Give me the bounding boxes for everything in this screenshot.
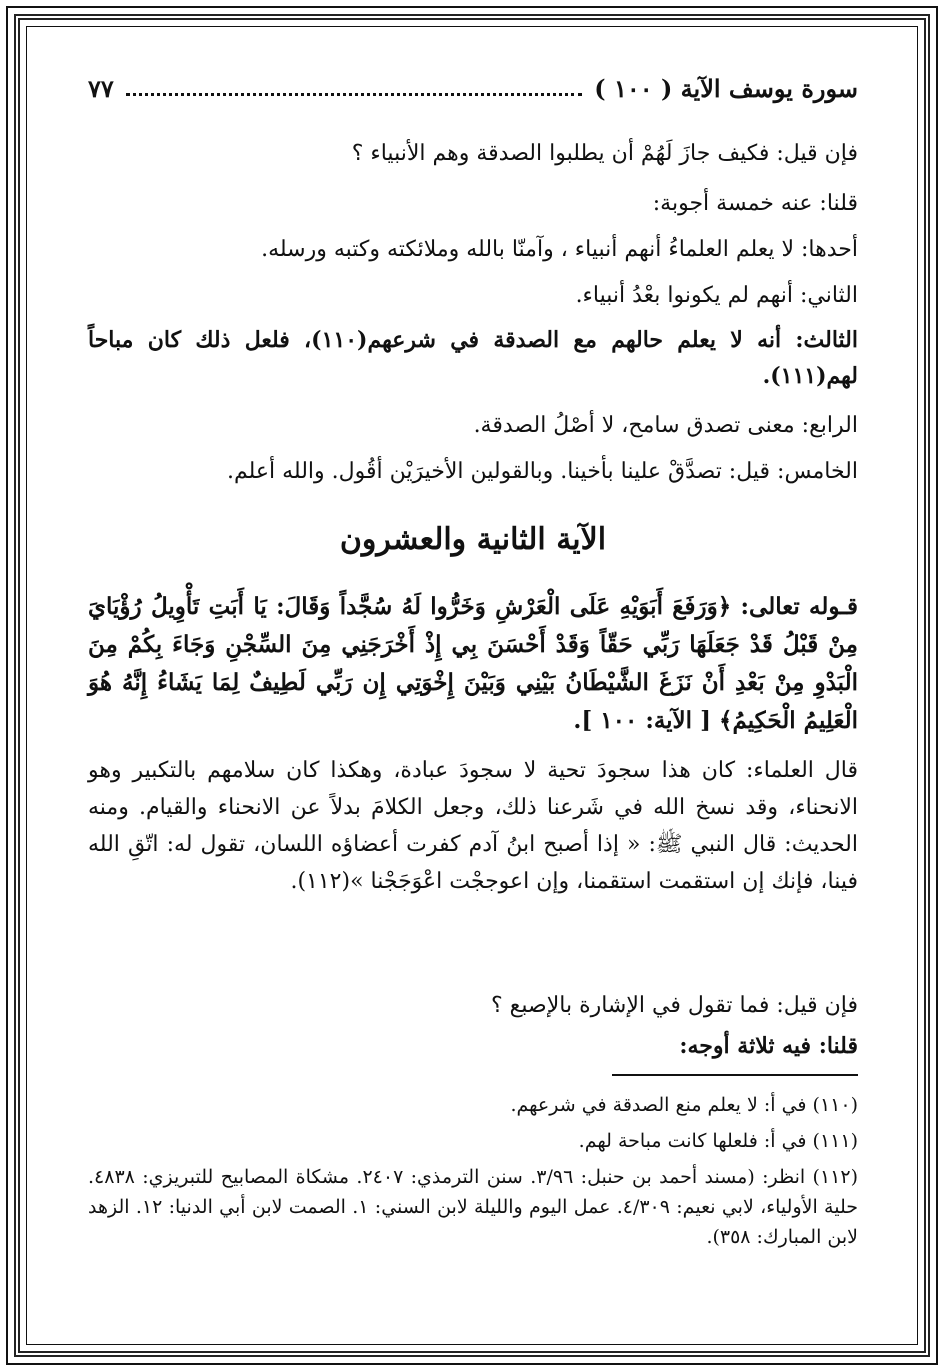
answer-1-intro: قلنا: عنه خمسة أجوبة: (652, 191, 858, 216)
section-title: الآية الثانية والعشرون (339, 522, 607, 557)
footnote-110: (١١٠) في أ: لا يعلم منع الصدقة في شرعهم. (510, 1094, 858, 1116)
footnote-112: (١١٢) انظر: (مسند أحمد بن حنبل: ٣/٩٦. سنن الترمذي: ٢٤٠٧. مشكاة المصابيح للتبريزي: ٤٨٣٨. حلية الأولياء، لابي نعيم: ٤/٣٠٩. عمل اليوم والليلة لابن السني: ١. الصمت لابن أبي الدنيا: ١٢. الزهد لابن المبارك: ٣٥٨). (88, 1166, 859, 1248)
quran-verse: قـوله تعالى: ﴿وَرَفَعَ أَبَوَيْهِ عَلَى الْعَرْشِ وَخَرُّوا لَهُ سُجَّداً وَقَالَ: يَا أَبَتِ تَأْوِيلُ رُؤْيَايَ مِنْ قَبْلُ قَدْ جَعَلَهَا رَبِّي حَقّاً وَقَدْ أَحْسَنَ بِي إِذْ أَخْرَجَنِي مِنَ السِّجْنِ وَجَاءَ بِكُمْ مِنَ الْبَدْوِ مِنْ بَعْدِ أَنْ نَزَغَ الشَّيْطَانُ بَيْنِي وَبَيْنَ إِخْوَتِي إِن رَبِّي لَطِيفٌ لِمَا يَشَاءُ إِنَّهُ هُوَ الْعَلِيمُ الْحَكِيمُ﴾ [ الآية: ١٠٠ ]. (88, 593, 858, 734)
page-content (88, 60, 858, 1320)
question-1: فإن قيل: فكيف جازَ لَهُمْ أن يطلبوا الصدقة وهم الأنبياء ؟ (351, 141, 858, 166)
header-dot-leader (126, 93, 582, 96)
answer-1-second: الثاني: أنهم لم يكونوا بعْدُ أنبياء. (575, 283, 858, 308)
answer-1-third: الثالث: أنه لا يعلم حالهم مع الصدقة في شرعهم(١١٠)، فلعل ذلك كان مباحاً لهم(١١١). (88, 327, 858, 389)
answer-1-fifth: الخامس: قيل: تصدَّقْ علينا بأخينا. وبالقولين الأخيرَيْن أقُول. والله أعلم. (226, 459, 858, 484)
commentary-paragraph: قال العلماء: كان هذا سجودَ تحية لا سجودَ عبادة، وهكذا كان سلامهم بالتكبير وهو الانحناء، وقد نسخ الله في شَرعنا ذلك، وجعل الكلامَ بدلاً عن الانحناء والقيام. ومنه الحديث: قال النبي ﷺ: « إذا أصبح ابنُ آدم كفرت أعضاؤه اللسان، تقول له: اتّقِ الله فينا، فإنك إن استقمت استقمنا، وإن اعوججْت اعْوَجَجْنا »(١١٢). (88, 758, 858, 894)
answer-2-intro: قلنا: فيه ثلاثة أوجه: (679, 1033, 858, 1059)
page-number: ٧٧ (88, 73, 114, 103)
answer-1-fourth: الرابع: معنى تصدق سامح، لا أصْلُ الصدقة. (473, 413, 858, 438)
running-header (88, 70, 858, 106)
question-2: فإن قيل: فما تقول في الإشارة بالإصبع ؟ (491, 993, 858, 1018)
footnote-separator (612, 1074, 858, 1076)
header-title: سورة يوسف الآية ( ١٠٠ ) (594, 73, 858, 103)
answer-1-first: أحدها: لا يعلم العلماءُ أنهم أنبياء ، وآمنّا بالله وملائكته وكتبه ورسله. (261, 237, 858, 262)
footnote-111: (١١١) في أ: فلعلها كانت مباحة لهم. (578, 1130, 858, 1152)
